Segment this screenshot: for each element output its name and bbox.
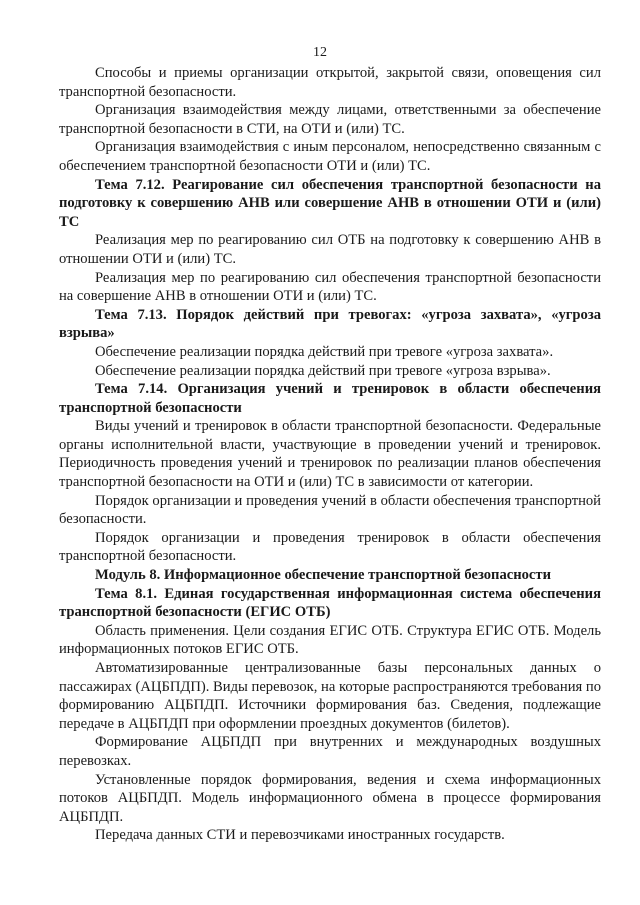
paragraph: Область применения. Цели создания ЕГИС ОТБ. Структура ЕГИС ОТБ. Модель информационных потоков ЕГИС ОТБ. [59,622,601,658]
paragraph: Реализация мер по реагированию сил обеспечения транспортной безопасности на совершение АНВ в отношении ОТИ и (или) ТС. [59,269,601,305]
paragraph: Установленные порядок формирования, ведения и схема информационных потоков АЦБПДП. Модель информационного обмена в процессе формирования АЦБПДП. [59,771,601,825]
paragraph: Реализация мер по реагированию сил ОТБ на подготовку к совершению АНВ в отношении ОТИ и (или) ТС. [59,232,601,267]
paragraph: Обеспечение реализации порядка действий при тревоге «угроза взрыва». [95,362,551,379]
paragraph: Обеспечение реализации порядка действий при тревоге «угроза захвата». [95,343,554,360]
paragraph: Организация взаимодействия с иным персоналом, непосредственно связанным с обеспечением транспортной безопасности ОТИ и (или) ТС. [59,139,601,174]
page-number: 12 [313,45,327,60]
page-content [59,64,601,845]
paragraph: Способы и приемы организации открытой, закрытой связи, оповещения сил транспортной безопасности. [59,65,601,100]
paragraph: Передача данных СТИ и перевозчиками иностранных государств. [95,827,505,844]
topic-heading: Тема 8.1. Единая государственная информационная система обеспечения транспортной безопасности (ЕГИС ОТБ) [59,585,601,621]
topic-heading: Тема 7.13. Порядок действий при тревогах: «угроза захвата», «угроза взрыва» [59,306,601,342]
paragraph: Формирование АЦБПДП при внутренних и международных воздушных перевозках. [59,734,601,769]
topic-heading: Тема 7.12. Реагирование сил обеспечения транспортной безопасности на подготовку к совершению АНВ или совершение АНВ в отношении ОТИ и (или) ТС [59,176,601,230]
paragraph: Автоматизированные централизованные базы персональных данных о пассажирах (АЦБПДП). Виды перевозок, на которые распространяются требования по формированию АЦБПДП. Источники формирования баз. Сведения, подлежащие передаче в АЦБПДП при оформлении проездных документов (билетов). [59,660,601,732]
paragraph: Порядок организации и проведения учений в области обеспечения транспортной безопасности. [59,492,601,528]
topic-heading: Тема 7.14. Организация учений и тренировок в области обеспечения транспортной безопасности [59,381,601,416]
module-heading: Модуль 8. Информационное обеспечение транспортной безопасности [95,567,551,584]
paragraph: Порядок организации и проведения тренировок в области обеспечения транспортной безопасности. [59,529,601,565]
paragraph: Виды учений и тренировок в области транспортной безопасности. Федеральные органы исполнительной власти, участвующие в проведении учений и тренировок. Периодичность проведения учений и тренировок по реализации планов обеспечения транспортной безопасности на ОТИ и (или) ТС в зависимости от категории. [59,418,601,491]
paragraph: Организация взаимодействия между лицами, ответственными за обеспечение транспортной безопасности в СТИ, на ОТИ и (или) ТС. [59,102,601,137]
